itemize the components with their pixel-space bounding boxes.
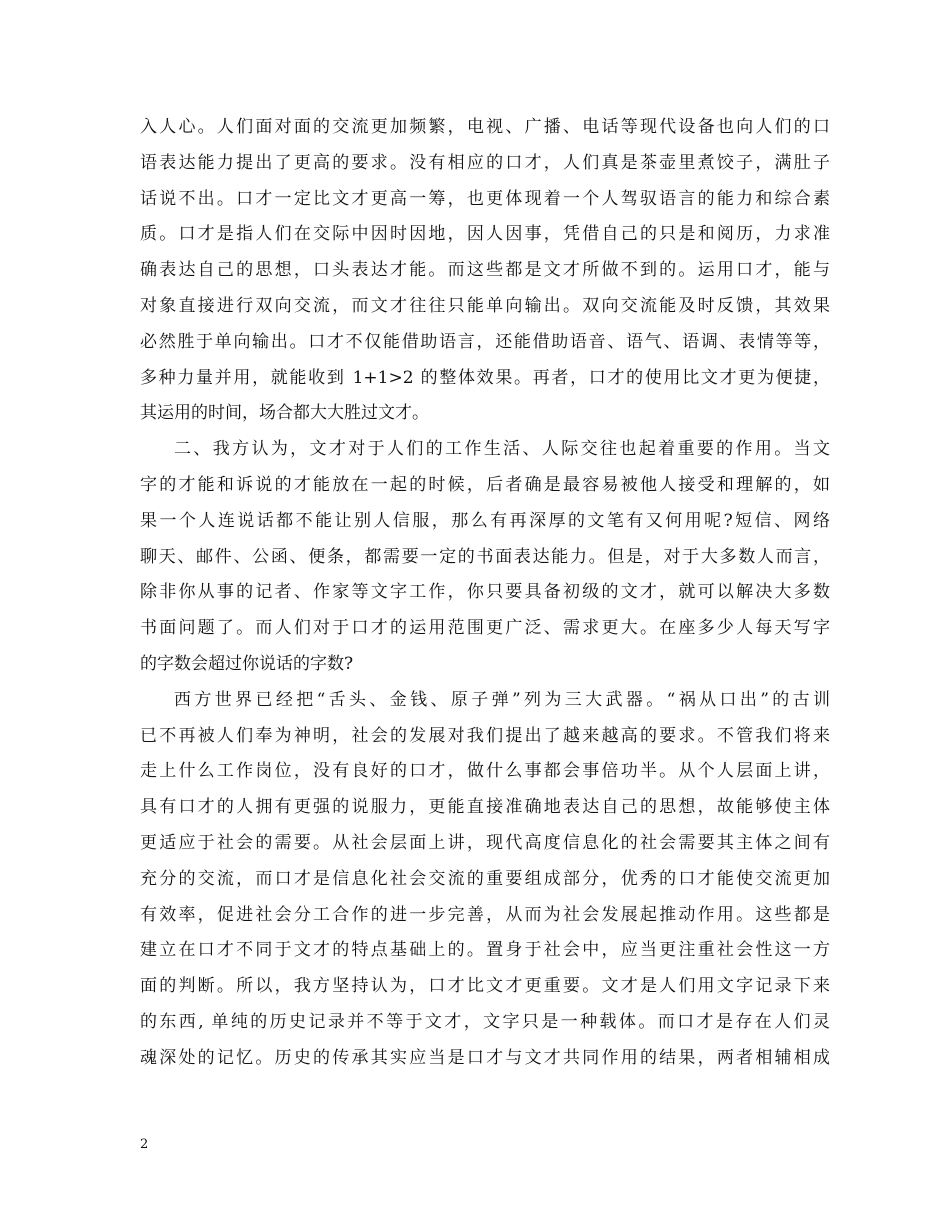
text-line: 魂深处的记忆。历史的传承其实应当是口才与文才共同作用的结果，两者相辅相成 — [140, 1047, 830, 1068]
text-line: 字的才能和诉说的才能放在一起的时候，后者确是最容易被他人接受和理解的，如 — [140, 474, 830, 495]
body-text — [140, 110, 830, 1077]
text-line: 聊天、邮件、公函、便条，都需要一定的书面表达能力。但是，对于大多数人而言， — [140, 546, 830, 567]
text-line: 面的判断。所以，我方坚持认为，口才比文才更重要。文才是人们用文字记录下来 — [140, 976, 830, 997]
text-line: 其运用的时间，场合都大大胜过文才。 — [140, 403, 429, 424]
text-line: 二、我方认为，文才对于人们的工作生活、人际交往也起着重要的作用。当文 — [174, 439, 830, 460]
text-line: 的字数会超过你说话的字数? — [140, 653, 354, 674]
text-line: 已不再被人们奉为神明，社会的发展对我们提出了越来越高的要求。不管我们将来 — [140, 725, 830, 746]
text-line: 西方世界已经把“舌头、金钱、原子弹”列为三大武器。“祸从口出”的古训 — [174, 689, 830, 710]
text-line: 入人心。人们面对面的交流更加频繁，电视、广播、电话等现代设备也向人们的口 — [140, 117, 830, 137]
text-line: 语表达能力提出了更高的要求。没有相应的口才，人们真是茶壶里煮饺子，满肚子 — [140, 152, 830, 173]
text-line: 有效率，促进社会分工合作的进一步完善，从而为社会发展起推动作用。这些都是 — [140, 904, 830, 925]
text-line: 更适应于社会的需要。从社会层面上讲，现代高度信息化的社会需要其主体之间有 — [140, 832, 830, 853]
text-line: 具有口才的人拥有更强的说服力，更能直接准确地表达自己的思想，故能够使主体 — [140, 797, 830, 818]
page-number: 2 — [140, 1137, 149, 1152]
text-line: 建立在口才不同于文才的特点基础上的。置身于社会中，应当更注重社会性这一方 — [140, 940, 830, 961]
text-line: 走上什么工作岗位，没有良好的口才，做什么事都会事倍功半。从个人层面上讲， — [140, 761, 830, 782]
text-line: 话说不出。口才一定比文才更高一筹，也更体现着一个人驾驭语言的能力和综合素 — [140, 188, 830, 209]
text-line: 必然胜于单向输出。口才不仅能借助语言，还能借助语音、语气、语调、表情等等， — [140, 331, 830, 352]
text-line: 对象直接进行双向交流，而文才往往只能单向输出。双向交流能及时反馈，其效果 — [140, 295, 830, 316]
text-line: 书面问题了。而人们对于口才的运用范围更广泛、需求更大。在座多少人每天写字 — [140, 618, 830, 639]
text-line: 除非你从事的记者、作家等文字工作，你只要具备初级的文才，就可以解决大多数 — [140, 582, 830, 603]
text-line: 果一个人连说话都不能让别人信服，那么有再深厚的文笔有又何用呢?短信、网络 — [140, 510, 830, 531]
text-line: 质。口才是指人们在交际中因时因地，因人因事，凭借自己的只是和阅历，力求准 — [140, 224, 830, 245]
text-line: 的东西, 单纯的历史记录并不等于文才，文字只是一种载体。而口才是存在人们灵 — [140, 1011, 830, 1032]
text-line: 多种力量并用，就能收到 1+1>2 的整体效果。再者，口才的使用比文才更为便捷， — [140, 367, 830, 388]
text-line: 确表达自己的思想，口头表达才能。而这些都是文才所做不到的。运用口才，能与 — [140, 260, 830, 281]
text-line: 充分的交流，而口才是信息化社会交流的重要组成部分，优秀的口才能使交流更加 — [140, 868, 830, 889]
